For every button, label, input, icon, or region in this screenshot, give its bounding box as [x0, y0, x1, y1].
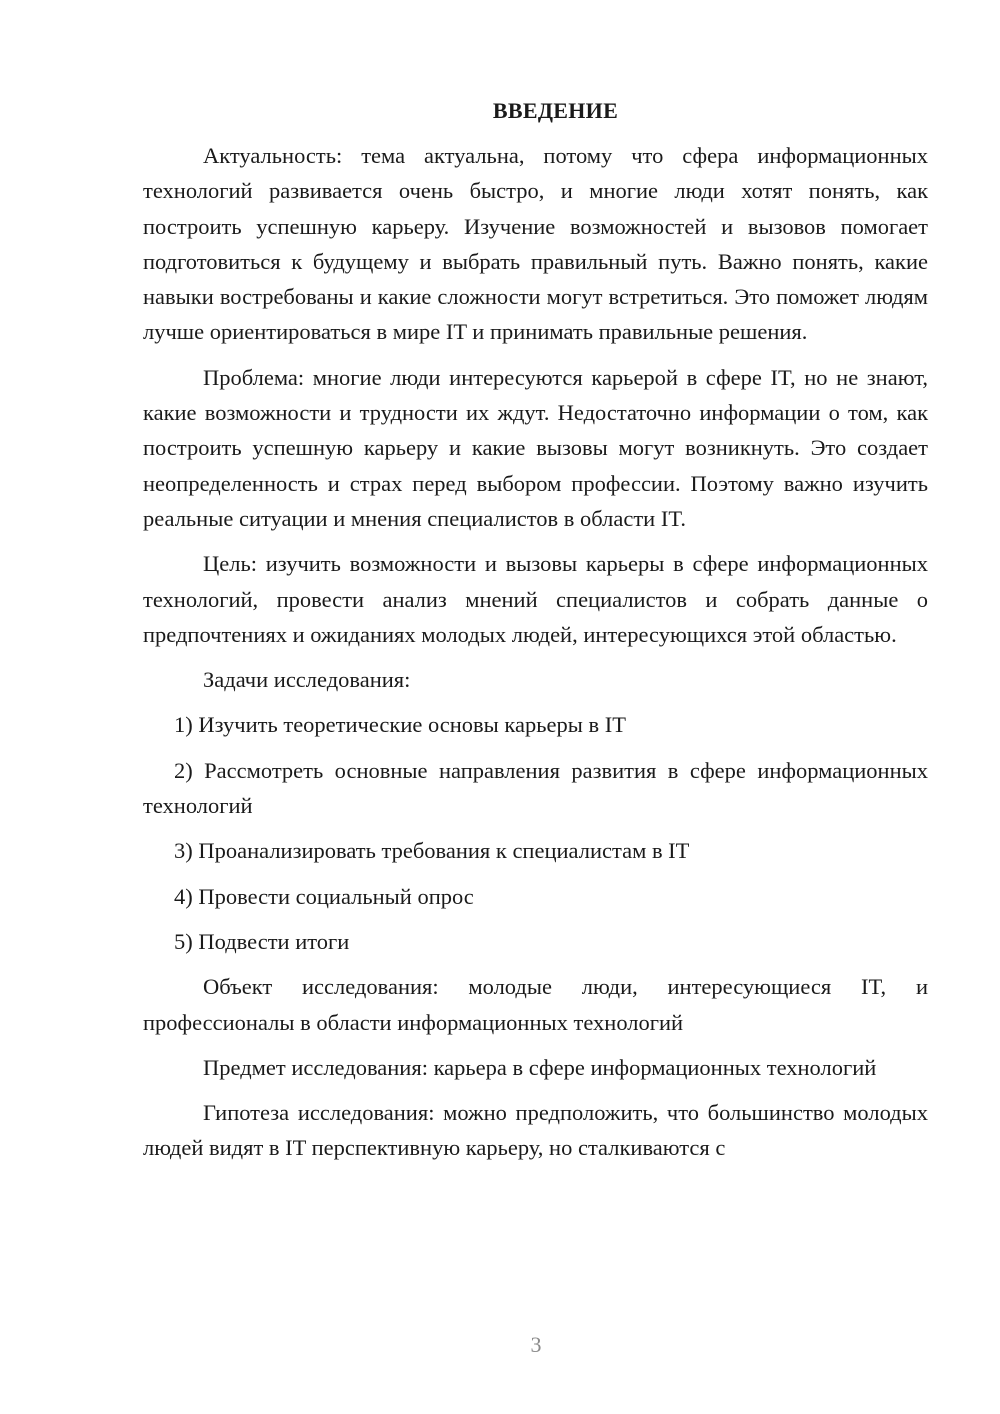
paragraph-hypothesis: Гипотеза исследования: можно предположить, что большинство молодых людей видят в IT перспективную карьеру, но сталкиваются с	[143, 1100, 928, 1161]
paragraph-relevance: Актуальность: тема актуальна, потому что сфера информационных технологий развивается очень быстро, и многие люди хотят понять, как построить успешную карьеру. Изучение возможностей и вызовов помогает подготовиться к будущему и выбрать правильный путь. Важно понять, какие навыки востребованы и какие сложности могут встретиться. Это поможет людям лучше ориентироваться в мире IT и принимать правильные решения.	[143, 143, 928, 345]
paragraph-subject: Предмет исследования: карьера в сфере информационных технологий	[203, 1054, 877, 1080]
paragraph-tasks-heading: Задачи исследования:	[203, 667, 411, 693]
task-item-5: 5) Подвести итоги	[174, 928, 350, 954]
paragraph-goal: Цель: изучить возможности и вызовы карьеры в сфере информационных технологий, провести анализ мнений специалистов и собрать данные о предпочтениях и ожиданиях молодых людей, интересующихся этой областью.	[143, 551, 928, 647]
page-content	[143, 96, 928, 1176]
paragraph-problem: Проблема: многие люди интересуются карьерой в сфере IT, но не знают, какие возможности и трудности их ждут. Недостаточно информации о том, как построить успешную карьеру и какие вызовы могут возникнуть. Это создает неопределенность и страх перед выбором профессии. Поэтому важно изучить реальные ситуации и мнения специалистов в области IT.	[143, 364, 928, 531]
page-number: 3	[530, 1332, 542, 1357]
paragraph-object: Объект исследования: молодые люди, интересующиеся IT, и профессионалы в области информационных технологий	[143, 974, 928, 1035]
task-item-4: 4) Провести социальный опрос	[174, 883, 474, 909]
section-title: ВВЕДЕНИЕ	[492, 98, 619, 123]
task-item-3: 3) Проанализировать требования к специалистам в IT	[174, 838, 690, 864]
task-item-2: 2) Рассмотреть основные направления развития в сфере информационных технологий	[143, 757, 928, 819]
task-item-1: 1) Изучить теоретические основы карьеры в IT	[174, 712, 626, 738]
